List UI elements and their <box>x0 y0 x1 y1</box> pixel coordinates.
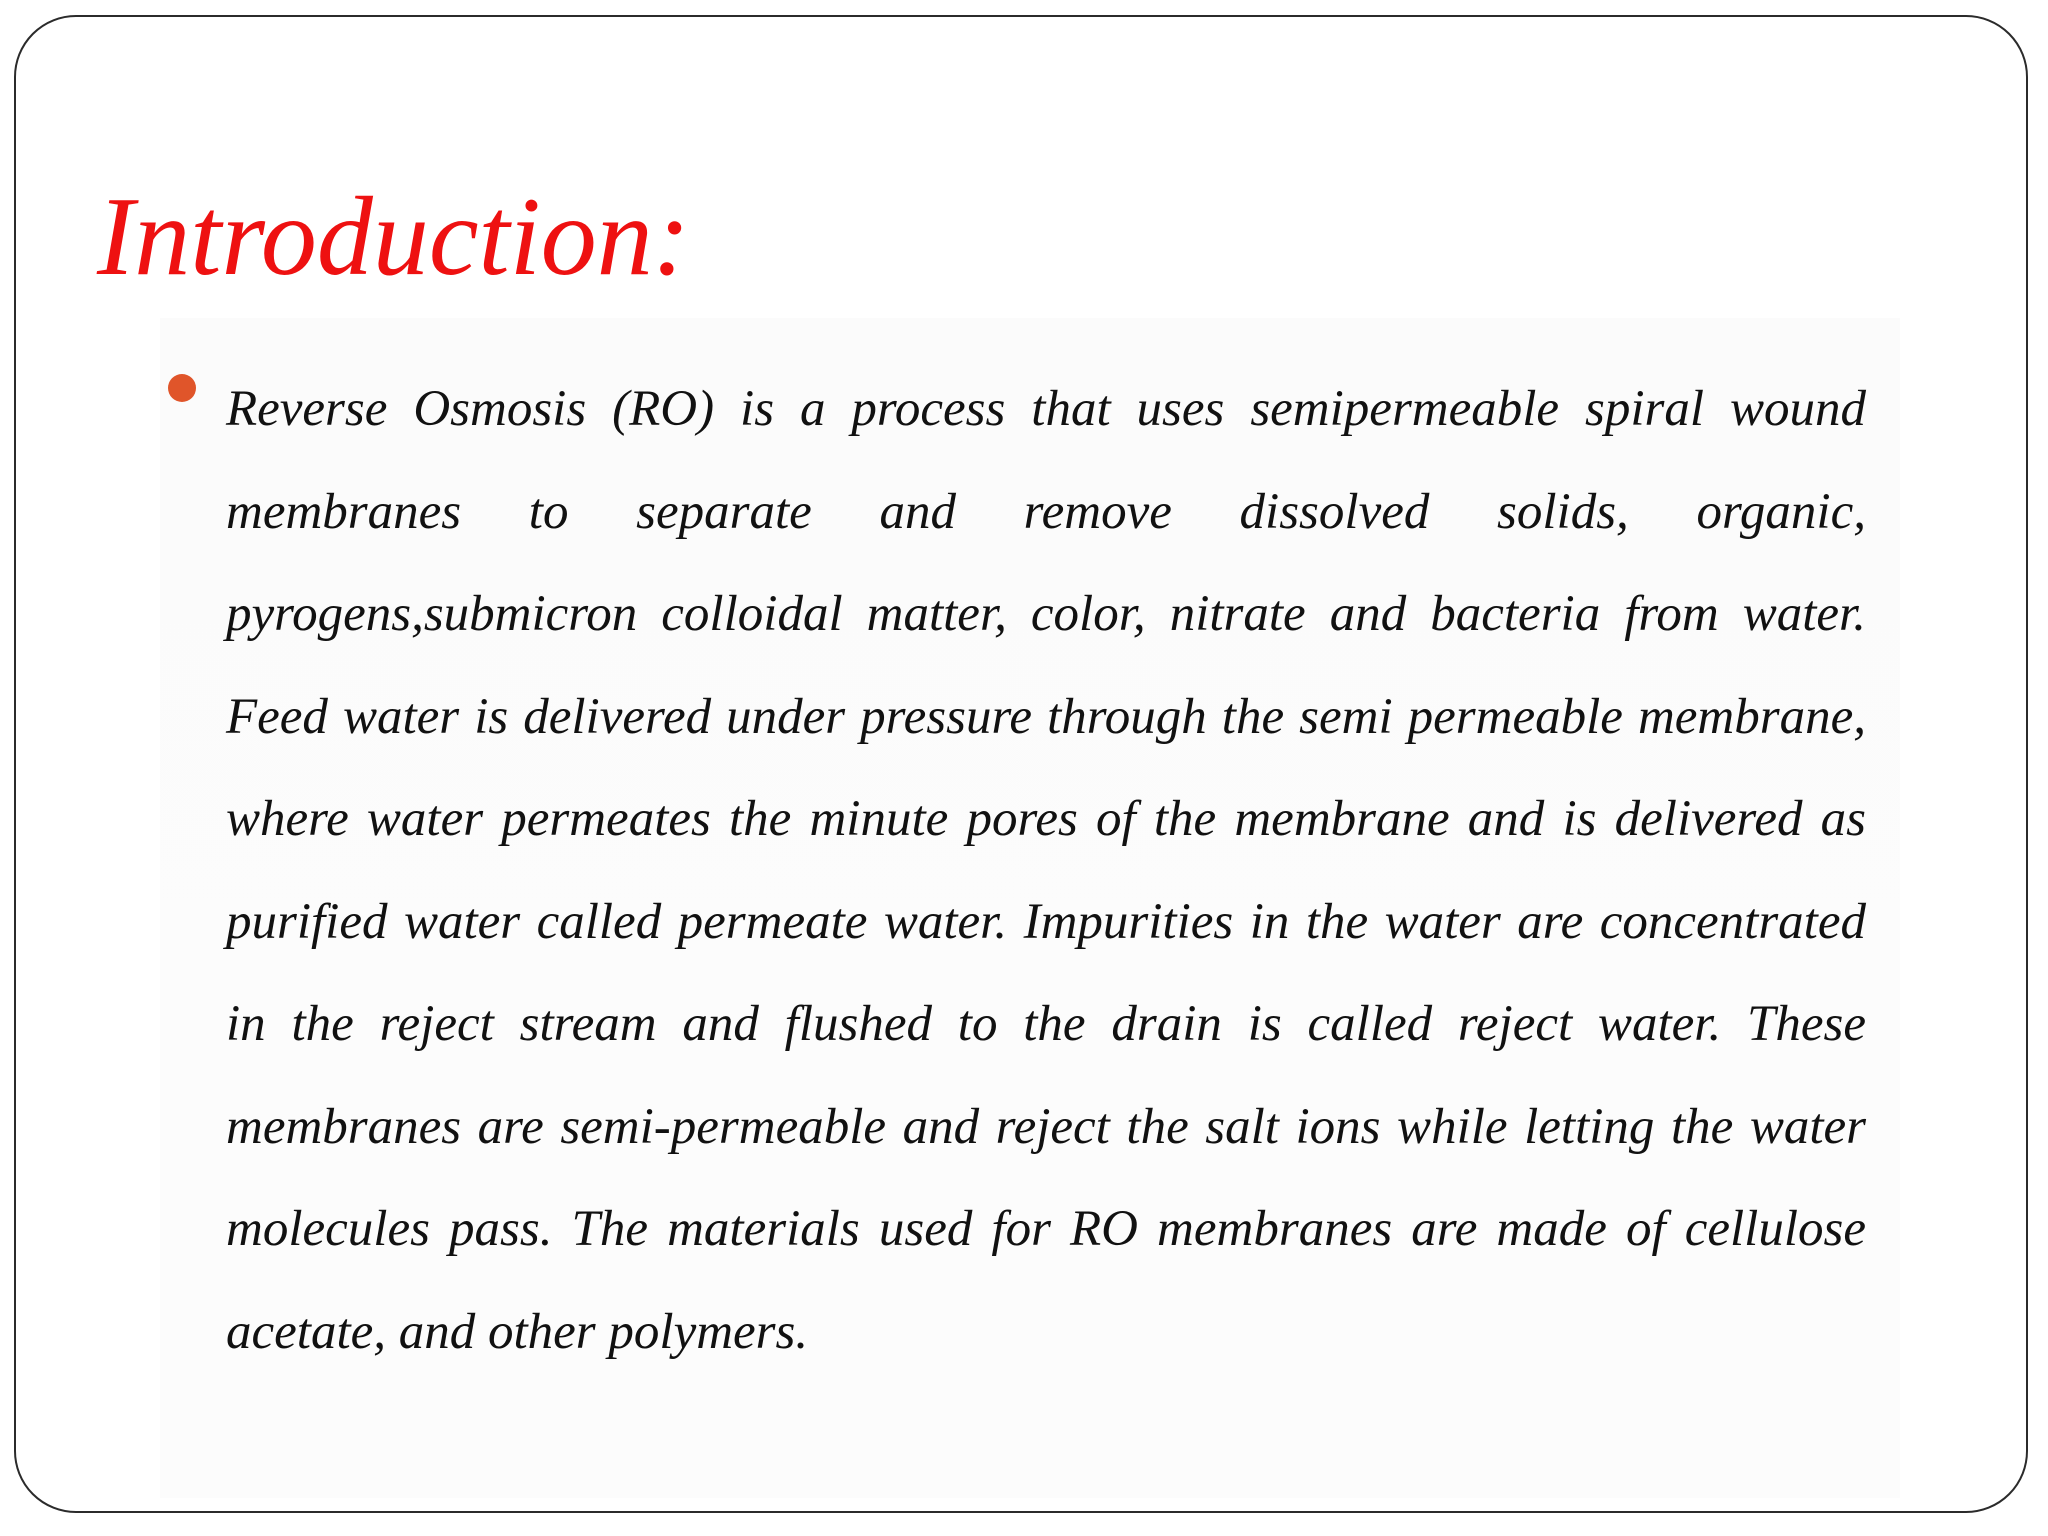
bullet-text: Reverse Osmosis (RO) is a process that uses semipermeable spiral wound membranes to separate and remove dissolved solids, organic, pyrogens,submicron colloidal matter, color, nitrate and bacteria from water. Feed water is delivered under pressure through the semi permeable membrane, where water permeates the minute pores of the membrane and is delivered as purified water called permeate water. Impurities in the water are concentrated in the reject stream and flushed to the drain is called reject water. These membranes are semi-permeable and reject the salt ions while letting the water molecules pass. The materials used for RO membranes are made of cellulose acetate, and other polymers. <box>226 381 1866 1360</box>
bullet-dot-icon <box>168 374 196 402</box>
slide-title: Introduction: <box>97 175 691 299</box>
